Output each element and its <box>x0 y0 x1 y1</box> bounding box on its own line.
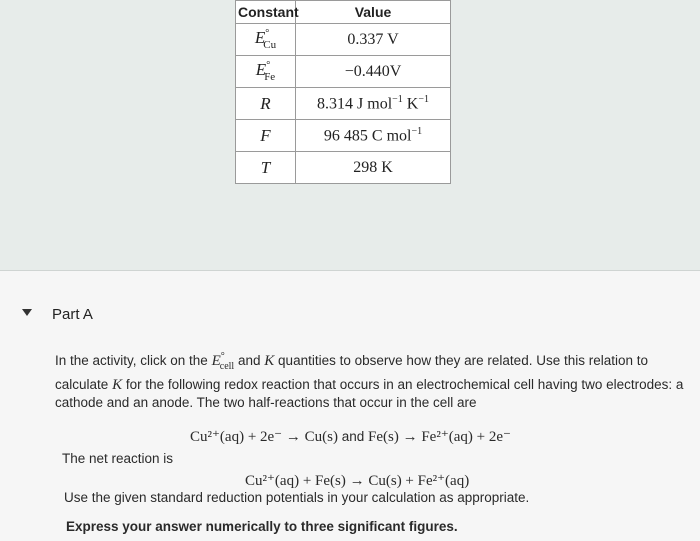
table-row <box>236 56 451 88</box>
symbol-t: T <box>236 152 296 184</box>
value-e-cu: 0.337 V <box>296 24 451 56</box>
table-row <box>236 24 451 56</box>
half-reactions: Cu²⁺(aq) + 2e⁻ → Cu(s) and Fe(s) → Fe²⁺(aq) + 2e⁻ <box>190 429 511 445</box>
header-value: Value <box>296 1 451 24</box>
question-intro: In the activity, click on the $E^\circ_{cell}$ and K quantities to observe how they are related. Use this relation to calculate K for the following redox reaction that occurs in an electrochemical cell having two electrodes: a cathode and an anode. The two half-reactions that occur in the cell are <box>55 351 684 410</box>
symbol-r: R <box>236 88 296 120</box>
value-f: 96 485 C mol$^{-1}$ <box>296 120 451 152</box>
part-a-title[interactable]: Part A <box>52 306 93 323</box>
constants-table <box>235 0 451 184</box>
net-reaction: Cu²⁺(aq) + Fe(s) → Cu(s) + Fe²⁺(aq) <box>245 473 470 489</box>
express-instruction: Express your answer numerically to three significant figures. <box>66 519 458 534</box>
symbol-f: F <box>236 120 296 152</box>
header-constant: Constant <box>236 1 296 24</box>
table-row <box>236 152 451 184</box>
table-row <box>236 88 451 120</box>
value-e-fe: −0.440V <box>296 56 451 88</box>
symbol-e-fe: $E^\circ_{Fe}$ <box>236 56 296 88</box>
instruction-text: Use the given standard reduction potentials in your calculation as appropriate. <box>64 490 530 505</box>
symbol-e-cu: $E^\circ_{Cu}$ <box>236 24 296 56</box>
net-reaction-label: The net reaction is <box>62 451 174 466</box>
value-t: 298 K <box>296 152 451 184</box>
value-r: 8.314 J mol$^{-1}$ $K^{-1}$ <box>296 88 451 120</box>
collapse-chevron-icon[interactable] <box>22 309 32 316</box>
e-cell-symbol: $E^\circ_{cell}$ <box>211 351 235 372</box>
table-header-row <box>236 1 451 24</box>
table-row <box>236 120 451 152</box>
